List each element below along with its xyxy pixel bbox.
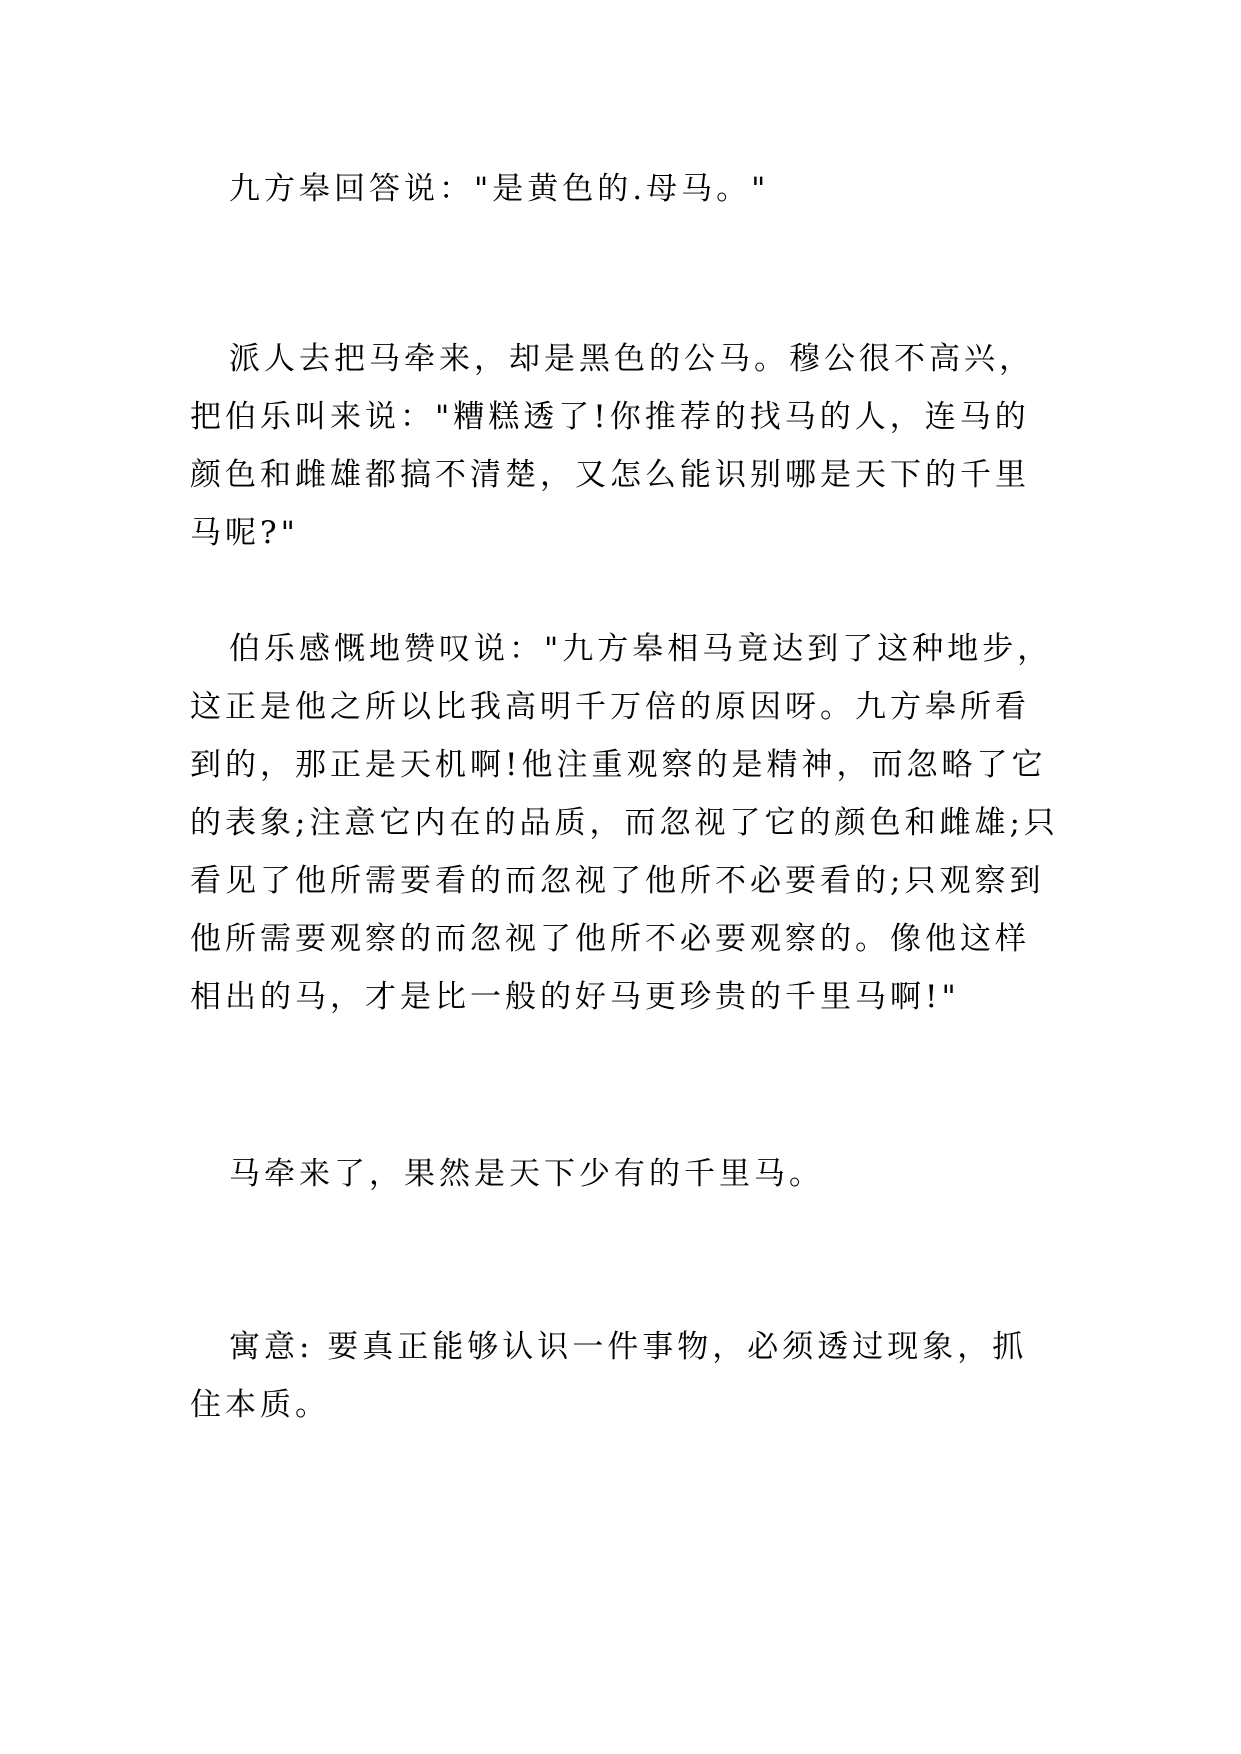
paragraph-moral: 寓意: 要真正能够认识一件事物，必须透过现象，抓住本质。 xyxy=(190,1329,1028,1423)
paragraph-bole-praise: 伯乐感慨地赞叹说："九方皋相马竟达到了这种地步，这正是他之所以比我高明千万倍的原因呀。九方皋所看到的，那正是天机啊!他注重观察的是精神，而忽略了它的表象;注意它内在的品质，而忽视了它的颜色和雌雄;只看见了他所需要看的而忽视了他所不必要看的;只观察到他所需要观察的而忽视了他所不必要观察的。像他这样相出的马，才是比一般的好马更珍贵的千里马啊!" xyxy=(190,631,1059,1015)
paragraph-horse-arrives: 马牵来了，果然是天下少有的千里马。 xyxy=(229,1156,824,1192)
paragraph-duke-displeased: 派人去把马牵来，却是黑色的公马。穆公很不高兴，把伯乐叫来说："糟糕透了!你推荐的找马的人，连马的颜色和雌雄都搞不清楚，又怎么能识别哪是天下的千里马呢?" xyxy=(190,341,1034,551)
paragraph-answer: 九方皋回答说："是黄色的.母马。" xyxy=(229,171,770,207)
